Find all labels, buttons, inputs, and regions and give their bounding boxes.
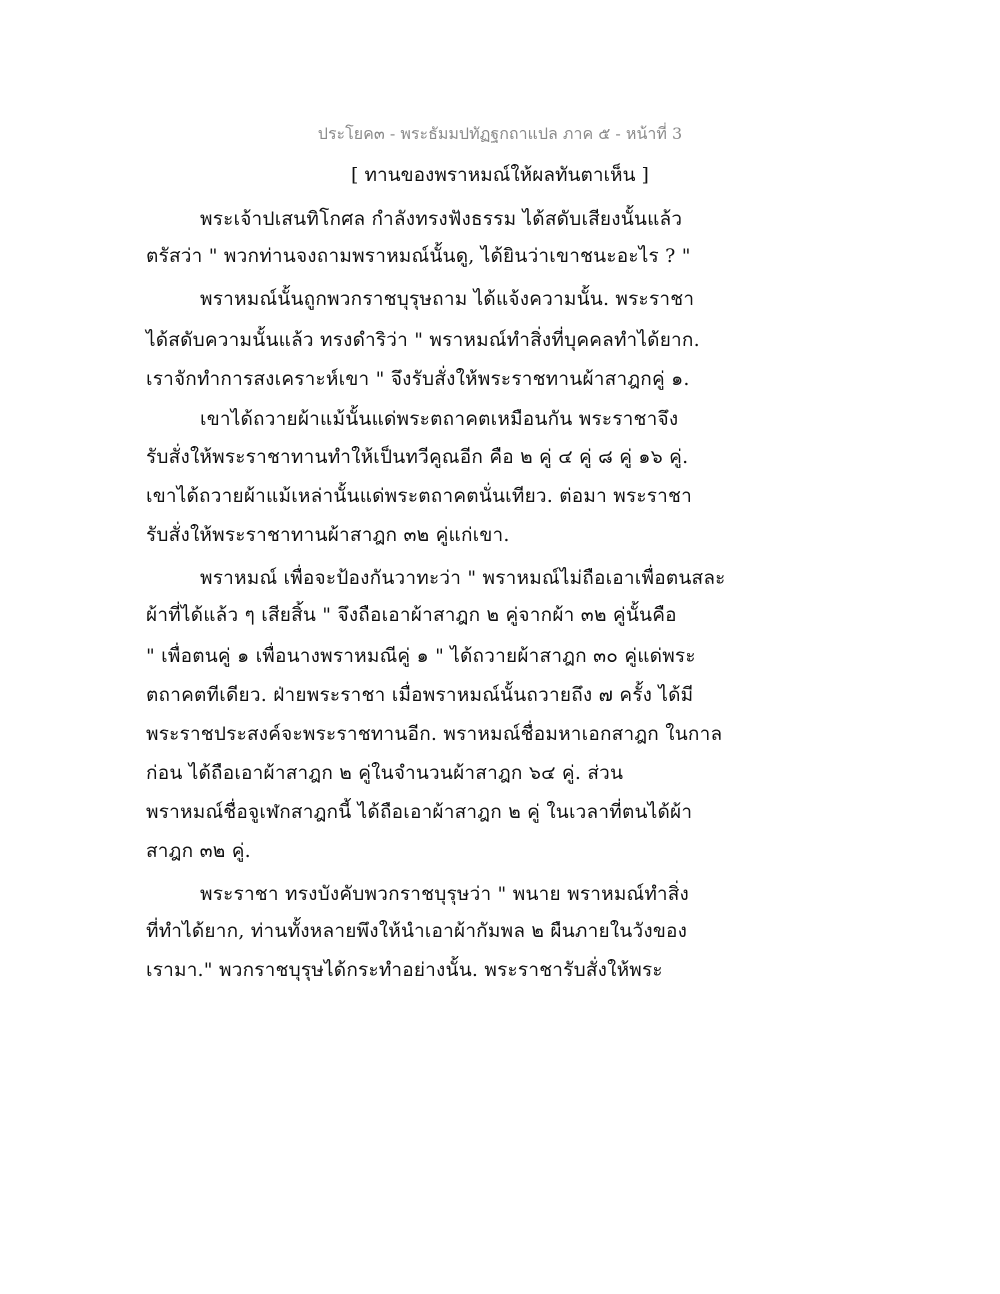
text-line-10: พราหมณ์ เพื่อจะป้องกันวาทะว่า " พราหมณ์ไม่ถือเอาเพื่อตนสละ	[200, 567, 726, 589]
text-line-18: พระราชา ทรงบังคับพวกราชบุรุษว่า " พนาย พราหมณ์ทำสิ่ง	[200, 883, 690, 905]
text-line-15: ก่อน ได้ถือเอาผ้าสาฎก ๒ คู่ในจำนวนผ้าสาฎก ๖๔ คู่. ส่วน	[146, 762, 624, 784]
running-head	[0, 122, 1000, 147]
text-line-8: เขาได้ถวายผ้าแม้เหล่านั้นแด่พระตถาคตนั่นเทียว. ต่อมา พระราชา	[146, 485, 693, 507]
text-line-1: พระเจ้าปเสนทิโกศล กำลังทรงฟังธรรม ได้สดับเสียงนั้นแล้ว	[200, 208, 683, 230]
text-line-19: ที่ทำได้ยาก, ท่านทั้งหลายพึงให้นำเอาผ้ากัมพล ๒ ผืนภายในวังของ	[146, 920, 688, 942]
text-line-2: ตรัสว่า " พวกท่านจงถามพราหมณ์นั้นดู, ได้ยินว่าเขาชนะอะไร ? "	[146, 245, 691, 267]
text-line-12: " เพื่อตนคู่ ๑ เพื่อนางพราหมณีคู่ ๑ " ได้ถวายผ้าสาฎก ๓๐ คู่แด่พระ	[146, 645, 696, 667]
text-line-3: พราหมณ์นั้นถูกพวกราชบุรุษถาม ได้แจ้งความนั้น. พระราชา	[200, 288, 695, 310]
section-title: [ ทานของพราหมณ์ให้ผลทันตาเห็น ]	[351, 164, 649, 186]
text-line-6: เขาได้ถวายผ้าแม้นั้นแด่พระตถาคตเหมือนกัน พระราชาจึง	[200, 408, 679, 430]
running-head-text: ประโยค๓ - พระธัมมปทัฏฐกถาแปล ภาค ๕ - หน้าที่ 3	[317, 124, 683, 143]
text-line-14: พระราชประสงค์จะพระราชทานอีก. พราหมณ์ชื่อมหาเอกสาฎก ในกาล	[146, 723, 723, 745]
text-line-9: รับสั่งให้พระราชาทานผ้าสาฎก ๓๒ คู่แก่เขา.	[146, 524, 510, 546]
text-line-17: สาฎก ๓๒ คู่.	[146, 840, 251, 862]
text-line-4: ได้สดับความนั้นแล้ว ทรงดำริว่า " พราหมณ์ทำสิ่งที่บุคคลทำได้ยาก.	[146, 329, 700, 351]
text-line-7: รับสั่งให้พระราชาทานทำให้เป็นทวีคูณอีก คือ ๒ คู่ ๔ คู่ ๘ คู่ ๑๖ คู่.	[146, 446, 689, 468]
text-line-16: พราหมณ์ชื่อจูเฬกสาฎกนี้ ได้ถือเอาผ้าสาฎก ๒ คู่ ในเวลาที่ตนได้ผ้า	[146, 801, 693, 823]
text-line-20: เรามา." พวกราชบุรุษได้กระทำอย่างนั้น. พระราชารับสั่งให้พระ	[146, 959, 663, 981]
text-line-13: ตถาคตทีเดียว. ฝ่ายพระราชา เมื่อพราหมณ์นั้นถวายถึง ๗ ครั้ง ได้มี	[146, 684, 694, 706]
text-line-11: ผ้าที่ได้แล้ว ๆ เสียสิ้น " จึงถือเอาผ้าสาฎก ๒ คู่จากผ้า ๓๒ คู่นั้นคือ	[146, 604, 677, 626]
text-line-5: เราจักทำการสงเคราะห์เขา " จึงรับสั่งให้พระราชทานผ้าสาฎกคู่ ๑.	[146, 368, 690, 390]
